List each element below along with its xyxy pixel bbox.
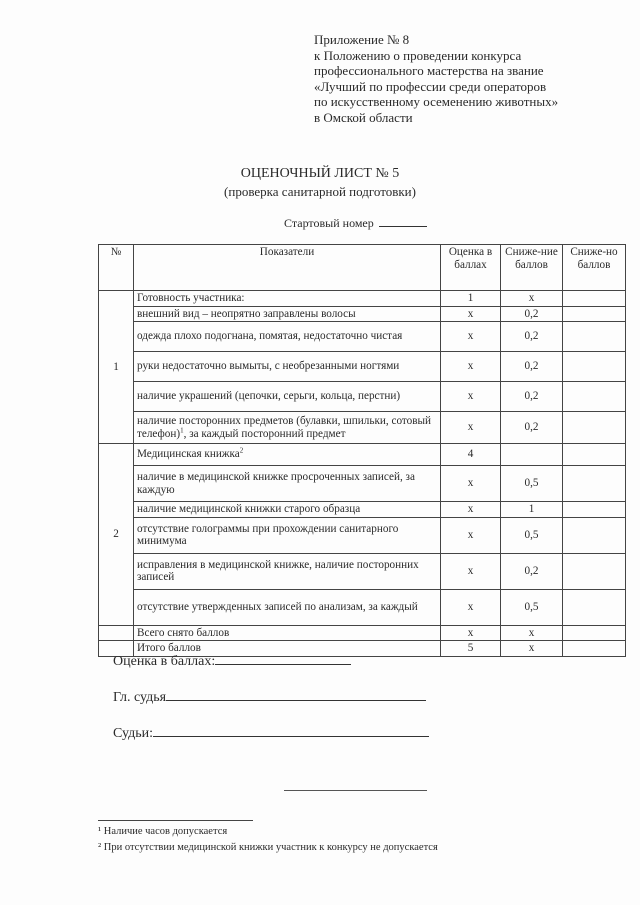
reduced-cell[interactable] xyxy=(563,502,626,518)
footnote-mark: 2 xyxy=(239,446,244,455)
score-label: Оценка в баллах: xyxy=(113,654,216,669)
header-indicators: Показатели xyxy=(134,245,441,291)
appendix-line: Приложение № 8 xyxy=(314,32,410,47)
reduction-cell: 0,5 xyxy=(501,517,563,553)
table-row xyxy=(99,517,626,553)
table-row xyxy=(99,502,626,518)
reduced-cell[interactable] xyxy=(563,322,626,352)
score-cell: 1 xyxy=(441,291,501,307)
header-reduction: Сниже-ние баллов xyxy=(501,245,563,291)
indicator-text: внешний вид – неопрятно заправлены волосы xyxy=(134,306,441,322)
start-number xyxy=(284,216,427,231)
section-number: 2 xyxy=(99,444,134,626)
reduction-cell: х xyxy=(501,291,563,307)
indicator-text: исправления в медицинской книжке, наличие посторонних записей xyxy=(134,553,441,589)
indicator-text: наличие медицинской книжки старого образца xyxy=(134,502,441,518)
indicator-text: наличие украшений (цепочки, серьги, кольца, перстни) xyxy=(134,382,441,412)
reduced-cell[interactable] xyxy=(563,517,626,553)
reduced-cell[interactable] xyxy=(563,553,626,589)
total-label: Итого баллов xyxy=(134,641,441,657)
table-row xyxy=(99,322,626,352)
section-title-text: Медицинская книжка xyxy=(137,448,240,461)
score-cell: х xyxy=(441,625,501,641)
indicator-text-main: наличие посторонних предметов (булавки, шпильки, сотовый телефон) xyxy=(137,415,432,440)
footnote-1: ¹ Наличие часов допускается xyxy=(98,826,228,837)
total-row xyxy=(99,625,626,641)
footnote-2: ² При отсутствии медицинской книжки участник к конкурсу не допускается xyxy=(98,842,438,853)
judges-label: Судьи: xyxy=(113,726,153,741)
header-num: № xyxy=(99,245,134,291)
divider xyxy=(284,790,427,791)
reduction-cell: 0,2 xyxy=(501,382,563,412)
reduction-cell: 0,2 xyxy=(501,306,563,322)
reduction-cell: х xyxy=(501,641,563,657)
score-cell: х xyxy=(441,589,501,625)
reduction-cell: 0,2 xyxy=(501,553,563,589)
chief-judge-signature-line xyxy=(113,688,426,706)
section-title xyxy=(134,444,441,466)
score-cell: х xyxy=(441,553,501,589)
score-cell: х xyxy=(441,412,501,444)
reduction-cell: 0,2 xyxy=(501,322,563,352)
score-cell: 4 xyxy=(441,444,501,466)
indicator-text: отсутствие утвержденных записей по анализам, за каждый xyxy=(134,589,441,625)
header-reduced: Сниже-но баллов xyxy=(563,245,626,291)
reduced-cell[interactable] xyxy=(563,412,626,444)
reduction-cell: 0,2 xyxy=(501,412,563,444)
start-number-label: Стартовый номер xyxy=(284,216,374,230)
indicator-text: одежда плохо подогнана, помятая, недостаточно чистая xyxy=(134,322,441,352)
table-row xyxy=(99,553,626,589)
appendix-line: «Лучший по профессии среди операторов xyxy=(314,78,547,94)
reduction-cell xyxy=(501,444,563,466)
score-cell: х xyxy=(441,502,501,518)
chief-judge-label: Гл. судья xyxy=(113,690,167,705)
total-label: Всего снято баллов xyxy=(134,625,441,641)
reduced-cell[interactable] xyxy=(563,352,626,382)
indicator-text: наличие в медицинской книжке просроченных записей, за каждую xyxy=(134,466,441,502)
score-cell: х xyxy=(441,322,501,352)
start-number-blank[interactable] xyxy=(379,216,427,227)
header-score: Оценка в баллах xyxy=(441,245,501,291)
score-cell: х xyxy=(441,517,501,553)
score-signature-line xyxy=(113,652,351,670)
score-cell: х xyxy=(441,306,501,322)
reduction-cell: 0,5 xyxy=(501,589,563,625)
score-cell: х xyxy=(441,352,501,382)
table-header-row xyxy=(99,245,626,291)
reduction-cell: 1 xyxy=(501,502,563,518)
appendix-line: профессионального мастерства на звание xyxy=(314,63,544,78)
scoring-table xyxy=(98,244,626,657)
indicator-text: руки недостаточно вымыты, с необрезанными ногтями xyxy=(134,352,441,382)
reduced-cell[interactable] xyxy=(563,382,626,412)
indicator-text xyxy=(134,412,441,444)
reduced-cell[interactable] xyxy=(563,291,626,307)
judges-signature-line xyxy=(113,724,429,742)
footnote-divider xyxy=(98,820,253,821)
appendix-header xyxy=(314,32,634,125)
score-blank[interactable] xyxy=(215,652,351,665)
table-row xyxy=(99,412,626,444)
section-title: Готовность участника: xyxy=(134,291,441,307)
appendix-line: в Омской области xyxy=(314,109,413,125)
table-row xyxy=(99,306,626,322)
reduction-cell: х xyxy=(501,625,563,641)
score-cell: х xyxy=(441,466,501,502)
appendix-line: к Положению о проведении конкурса xyxy=(314,47,522,63)
reduced-cell[interactable] xyxy=(563,641,626,657)
sheet-title: ОЦЕНОЧНЫЙ ЛИСТ № 5 xyxy=(240,166,400,181)
section-number: 1 xyxy=(99,291,134,444)
appendix-line: по искусственному осеменению животных» xyxy=(314,94,559,109)
reduction-cell: 0,5 xyxy=(501,466,563,502)
reduced-cell[interactable] xyxy=(563,466,626,502)
reduced-cell[interactable] xyxy=(563,589,626,625)
chief-judge-blank[interactable] xyxy=(166,688,426,701)
table-row xyxy=(99,352,626,382)
table-row xyxy=(99,444,626,466)
judges-blank[interactable] xyxy=(153,724,429,737)
sheet-subtitle: (проверка санитарной подготовки) xyxy=(224,184,416,199)
table-row xyxy=(99,382,626,412)
indicator-text: отсутствие голограммы при прохождении санитарного минимума xyxy=(134,517,441,553)
score-cell: 5 xyxy=(441,641,501,657)
reduction-cell: 0,2 xyxy=(501,352,563,382)
indicator-text-suffix: , за каждый посторонний предмет xyxy=(183,427,346,440)
reduced-cell[interactable] xyxy=(563,625,626,641)
table-row xyxy=(99,291,626,307)
score-cell: х xyxy=(441,382,501,412)
reduced-cell[interactable] xyxy=(563,306,626,322)
table-row xyxy=(99,466,626,502)
table-row xyxy=(99,589,626,625)
reduced-cell[interactable] xyxy=(563,444,626,466)
footnote-mark: 1 xyxy=(180,425,184,434)
